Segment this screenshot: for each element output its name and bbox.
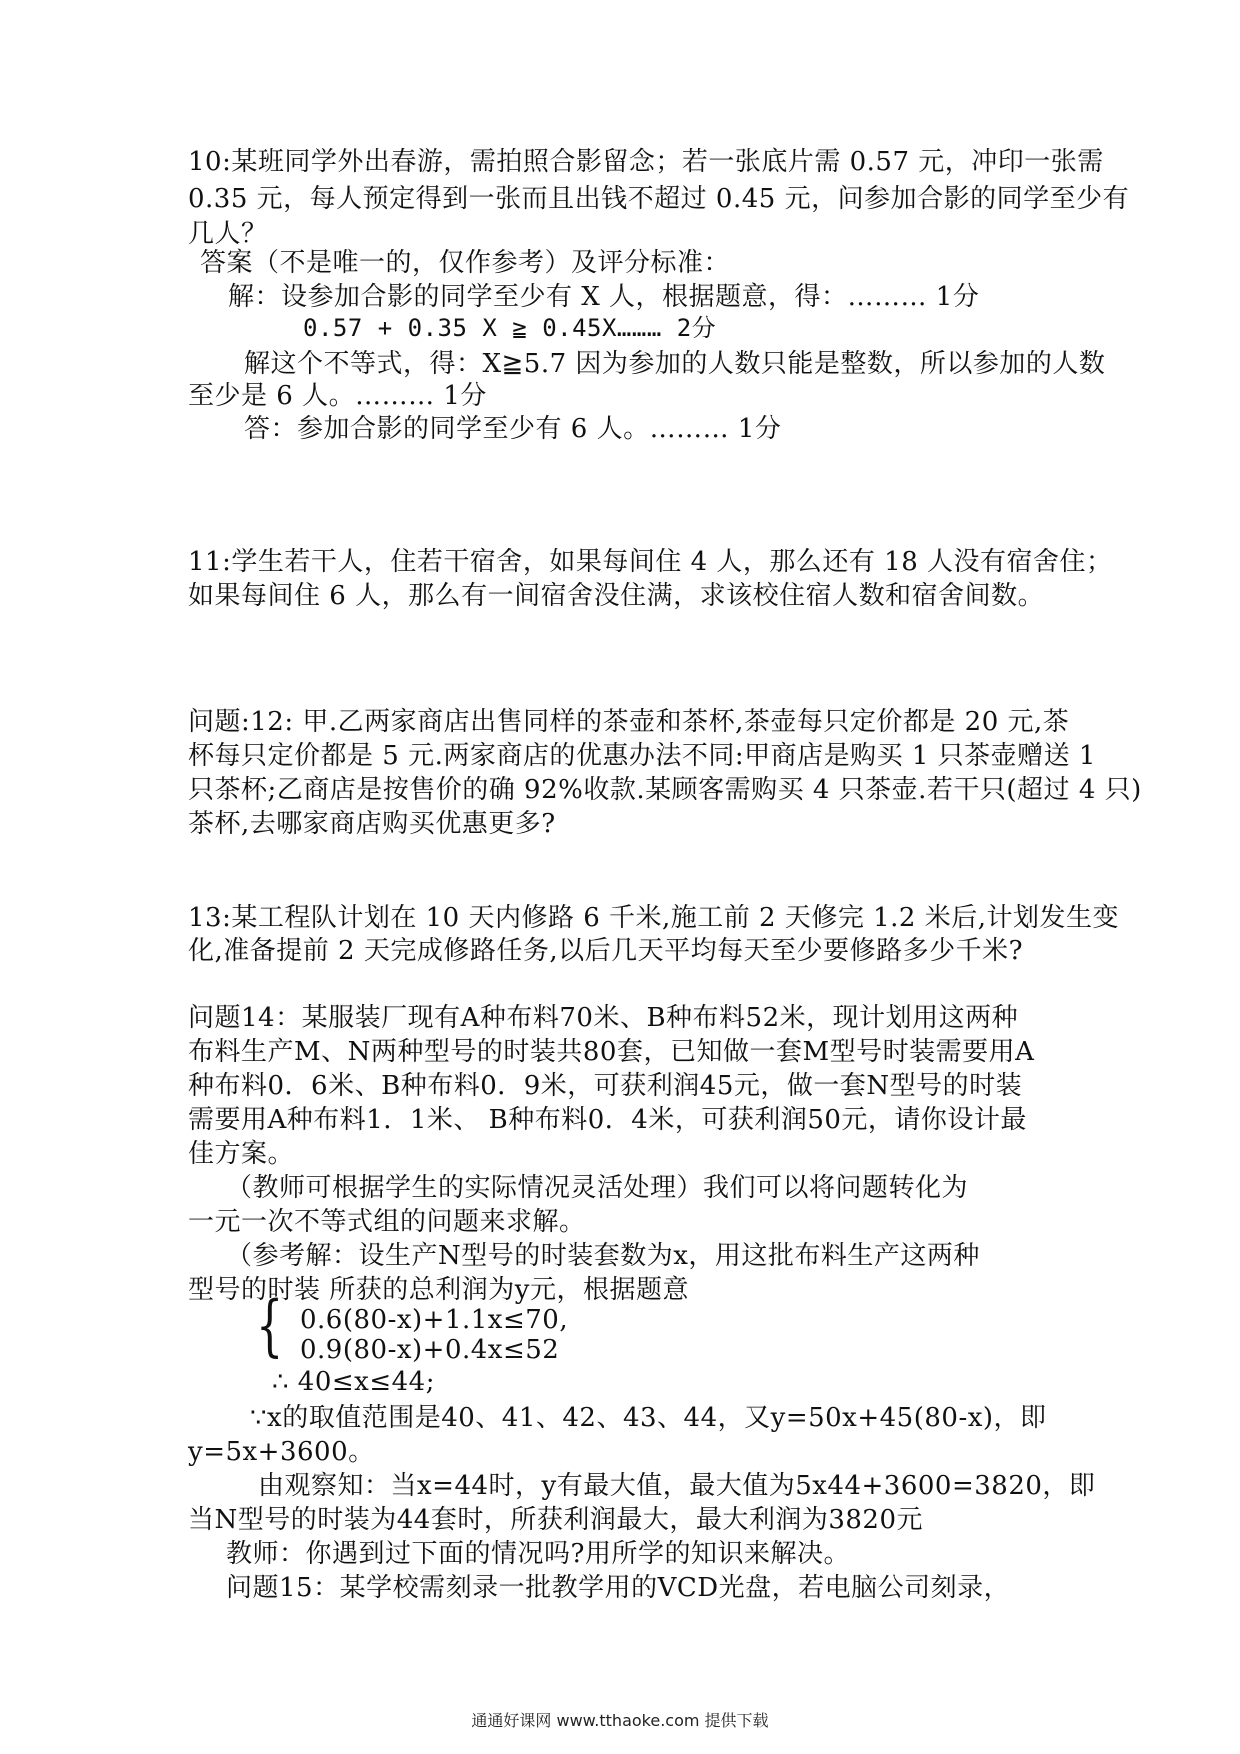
problem13-line1: 13:某工程队计划在 10 天内修路 6 千米,施工前 2 天修完 1.2 米后,计划发生变 bbox=[188, 903, 1120, 933]
inequality-system-line1: 0.6(80-x)+1.1x≤70, bbox=[300, 1305, 569, 1335]
observation-line2: 当N型号的时装为44套时，所获利润最大，最大利润为3820元 bbox=[188, 1505, 924, 1535]
problem12-line4: 茶杯,去哪家商店购买优惠更多? bbox=[188, 809, 556, 839]
reference-solution-line2: 型号的时装 所获的总利润为y元，根据题意 bbox=[188, 1275, 689, 1305]
reference-solution-line1: （参考解：设生产N型号的时装套数为x，用这批布料生产这两种 bbox=[226, 1241, 980, 1271]
problem14-line3: 种布料0．6米、B种布料0．9米，可获利润45元，做一套N型号的时装 bbox=[188, 1071, 1023, 1101]
problem12-line1: 问题:12: 甲.乙两家商店出售同样的茶壶和茶杯,茶壶每只定价都是 20 元,茶 bbox=[188, 707, 1070, 737]
problem14-line2: 布料生产M、N两种型号的时装共80套，已知做一套M型号时装需要用A bbox=[188, 1037, 1035, 1067]
solution-step1: 解：设参加合影的同学至少有 X 人，根据题意，得：……… 1分 bbox=[228, 282, 980, 312]
problem14-line4: 需要用A种布料1．1米、 B种布料0．4米，可获利润50元，请你设计最 bbox=[188, 1105, 1027, 1135]
system-brace: { bbox=[256, 1287, 284, 1364]
solution-step3: 至少是 6 人。……… 1分 bbox=[188, 381, 487, 411]
problem11-line1: 11:学生若干人，住若干宿舍，如果每间住 4 人，那么还有 18 人没有宿舍住； bbox=[188, 547, 1113, 577]
problem14-line5: 佳方案。 bbox=[188, 1139, 295, 1169]
observation-line1: 由观察知：当x=44时，y有最大值，最大值为5x44+3600=3820，即 bbox=[258, 1471, 1096, 1501]
solution-step2: 解这个不等式，得：X≧5.7 因为参加的人数只能是整数，所以参加的人数 bbox=[244, 349, 1106, 379]
range-line: ∵x的取值范围是40、41、42、43、44，又y=50x+45(80-x)，即 bbox=[250, 1403, 1047, 1433]
problem12-line2: 杯每只定价都是 5 元.两家商店的优惠办法不同:甲商店是购买 1 只茶壶赠送 1 bbox=[188, 741, 1096, 771]
teacher-question: 教师：你遇到过下面的情况吗?用所学的知识来解决。 bbox=[226, 1539, 850, 1569]
problem10-line2: 0.35 元，每人预定得到一张而且出钱不超过 0.45 元，问参加合影的同学至少有 bbox=[188, 184, 1130, 214]
problem12-line3: 只茶杯;乙商店是按售价的确 92%收款.某顾客需购买 4 只茶壶.若干只(超过 4 只) bbox=[188, 775, 1142, 805]
inequality-system-line2: 0.9(80-x)+0.4x≤52 bbox=[300, 1335, 560, 1365]
problem13-line2: 化,准备提前 2 天完成修路任务,以后几天平均每天至少要修路多少千米? bbox=[188, 936, 1024, 966]
problem14-line1: 问题14：某服装厂现有A种布料70米、B种布料52米，现计划用这两种 bbox=[188, 1003, 1019, 1033]
teacher-note-line2: 一元一次不等式组的问题来求解。 bbox=[188, 1207, 586, 1237]
teacher-note-line1: （教师可根据学生的实际情况灵活处理）我们可以将问题转化为 bbox=[226, 1173, 969, 1203]
footer-credit: 通通好课网 www.tthaoke.com 提供下载 bbox=[471, 1711, 769, 1730]
problem11-line2: 如果每间住 6 人，那么有一间宿舍没住满，求该校住宿人数和宿舍间数。 bbox=[188, 581, 1045, 611]
problem10-line3: 几人？ bbox=[188, 219, 268, 249]
problem15-line1: 问题15：某学校需刻录一批教学用的VCD光盘，若电脑公司刻录， bbox=[226, 1573, 1011, 1603]
problem10-line1: 10:某班同学外出春游，需拍照合影留念；若一张底片需 0.57 元，冲印一张需 bbox=[188, 147, 1104, 177]
inequality-step: 0.57 + 0.35 X ≧ 0.45X……… 2分 bbox=[303, 314, 717, 342]
therefore-line: ∴ 40≤x≤44; bbox=[272, 1367, 435, 1397]
profit-formula: y=5x+3600。 bbox=[188, 1437, 375, 1467]
answer-heading: 答案（不是唯一的，仅作参考）及评分标准： bbox=[200, 248, 731, 278]
final-answer: 答：参加合影的同学至少有 6 人。……… 1分 bbox=[244, 414, 782, 444]
